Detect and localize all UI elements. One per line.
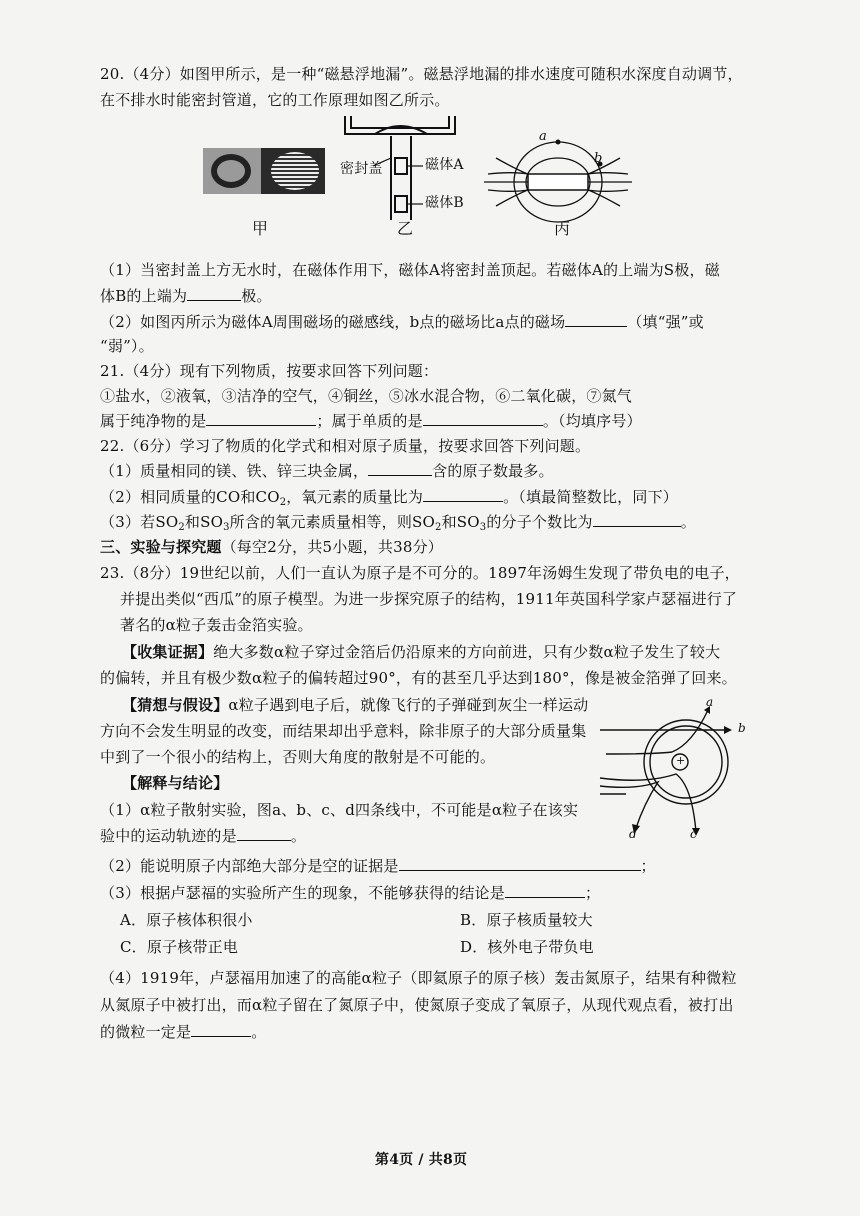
subscript: 2 (279, 497, 287, 508)
hypothesis-tag: 【猜想与假设】 (122, 696, 229, 714)
q23-part1-suffix: 。 (290, 827, 307, 845)
option-b[interactable]: B．原子核质量较大 (460, 911, 593, 929)
q22-part3-suffix: 。 (680, 513, 696, 531)
q23-evidence-line1 (122, 642, 720, 663)
q22-part1-suffix: 含的原子数最多。 (432, 462, 554, 480)
q23-hypothesis-line2: 方向不会发生明显的改变，而结果却出乎意料，除非原子的大部分质量集 (100, 722, 587, 740)
answer-blank-q23-4[interactable] (191, 1022, 251, 1037)
section-heading (100, 537, 443, 558)
q23-part2-text: （2）能说明原子内部绝大部分是空的证据是 (100, 857, 399, 875)
label-magnet-a: 磁体A (425, 157, 464, 173)
q23-part4-line2: 从氮原子中被打出，而α粒子留在了氮原子中，使氮原子变成了氧原子，从现代观点看，被打出 (100, 996, 734, 1014)
q22-part3-text: 和SO (441, 513, 480, 531)
section-note: （每空2分，共5小题，共38分） (221, 538, 443, 556)
q23-line1: 23.（8分）19世纪以前，人们一直认为原子是不可分的。1897年汤姆生发现了带负电的电子， (100, 564, 740, 582)
subscript: 3 (223, 522, 230, 533)
field-point-a: a (539, 129, 547, 144)
q22-part2-text: （2）相同质量的CO和CO (100, 488, 280, 506)
answer-blank-q21-1[interactable] (206, 411, 316, 426)
q21-element-label: ；属于单质的是 (316, 412, 423, 430)
q22-part3-text: （3）若SO (100, 513, 179, 531)
q23-part4-line3 (100, 1022, 266, 1043)
trajectory-label-c: c (690, 827, 697, 841)
q20-part2-text: （2）如图丙所示为磁体A周围磁场的磁感线，b点的磁场比a点的磁场 (100, 313, 566, 331)
label-seal-cover: 密封盖 (340, 161, 383, 177)
trajectory-label-a: a (706, 695, 714, 709)
q22-part3-text: 的分子个数比为 (486, 513, 593, 531)
q23-part2-suffix: ； (640, 857, 656, 875)
q22-part3-text: 所含的氧元素质量相等，则SO (229, 513, 436, 531)
q23-hypothesis-line3: 中到了一个很小的结构上，否则大角度的散射是不可能的。 (100, 748, 496, 766)
answer-blank-q22-1[interactable] (368, 461, 432, 476)
q20-part1-line1: （1）当密封盖上方无水时，在磁体作用下，磁体A将密封盖顶起。若磁体A的上端为S极，磁 (100, 261, 720, 279)
subscript: 2 (435, 522, 442, 533)
q23-part1-line2 (100, 826, 306, 847)
hypothesis-text: α粒子遇到电子后，就像飞行的子弹碰到灰尘一样运动 (228, 696, 589, 714)
q23-hypothesis-line1 (122, 695, 588, 716)
q22-part2-text2: ，氧元素的质量比为 (286, 488, 424, 506)
evidence-text: 绝大多数α粒子穿过金箔后仍沿原来的方向前进，只有少数α粒子发生了较大 (213, 643, 721, 661)
q23-part1-line1: （1）α粒子散射实验，图a、b、c、d四条线中，不可能是α粒子在该实 (100, 801, 579, 819)
caption-bing: 丙 (554, 219, 571, 238)
q22-line1: 22.（6分）学习了物质的化学式和相对原子质量，按要求回答下列问题。 (100, 437, 591, 455)
q22-part3-text: 和SO (184, 513, 224, 531)
q22-part2-suffix: 。（填最简整数比，同下） (503, 488, 678, 506)
q20-part2-suffix: （填“强”或 (627, 313, 704, 331)
q23-line2: 并提出类似“西瓜”的原子模型。为进一步探究原子的结构，1911年英国科学家卢瑟福进行了 (120, 590, 738, 608)
q21-substances: ①盐水，②液氧，③洁净的空气，④铜丝，⑤冰水混合物，⑥二氧化碳，⑦氮气 (100, 387, 633, 405)
q22-part1 (100, 461, 554, 482)
trajectory-label-d: d (629, 827, 637, 841)
q21-line3 (100, 411, 642, 432)
option-a[interactable]: A．原子核体积很小 (120, 911, 253, 929)
option-c[interactable]: C．原子核带正电 (120, 938, 239, 956)
q21-suffix: 。（均填序号） (542, 412, 642, 430)
q23-part2 (100, 856, 656, 877)
option-d[interactable]: D．核外电子带负电 (460, 938, 594, 956)
answer-blank-q23-1[interactable] (237, 826, 291, 841)
trajectory-label-b: b (738, 721, 746, 735)
conclusion-tag: 【解释与结论】 (122, 774, 229, 792)
subscript: 2 (178, 522, 185, 533)
answer-blank-q20-2[interactable] (565, 312, 627, 327)
evidence-tag: 【收集证据】 (122, 643, 214, 661)
answer-blank-q23-2[interactable] (399, 856, 641, 871)
q23-part1-text: 验中的运动轨迹的是 (100, 827, 237, 845)
caption-jia: 甲 (252, 219, 269, 238)
q23-part4-text: 的微粒一定是 (100, 1023, 192, 1041)
answer-blank-q20-1[interactable] (187, 286, 241, 301)
q23-part3-text: （3）根据卢瑟福的实验所产生的现象，不能够获得的结论是 (100, 884, 505, 902)
q23-part4-line1: （4）1919年，卢瑟福用加速了的高能α粒子（即氦原子的原子核）轰击氮原子，结果有种微粒 (100, 969, 737, 987)
page-number: 第4页 / 共8页 (375, 1152, 468, 1168)
q23-evidence-line2: 的偏转，并且有极少数α粒子的偏转超过90°，有的甚至几乎达到180°，像是被金箔弹了回来。 (100, 669, 737, 687)
q20-part1-text: 体B的上端为 (100, 287, 188, 305)
subscript: 3 (479, 522, 487, 533)
q23-part3 (100, 883, 600, 904)
q20-part2-line1 (100, 312, 704, 333)
field-point-b: b (594, 151, 603, 166)
q22-part2 (100, 487, 678, 510)
section-title: 三、实验与探究题 (100, 538, 222, 556)
q20-part1-suffix: 极。 (241, 287, 272, 305)
figure-alpha-scattering (596, 694, 746, 844)
answer-blank-q23-3[interactable] (505, 883, 585, 898)
caption-yi: 乙 (397, 219, 414, 238)
nucleus-plus-sign: + (676, 754, 686, 767)
q23-part3-suffix: ； (584, 884, 601, 902)
answer-blank-q22-2[interactable] (423, 487, 503, 502)
q20-line1: 20.（4分）如图甲所示，是一种“磁悬浮地漏”。磁悬浮地漏的排水速度可随积水深度自动调节， (100, 65, 743, 83)
q20-part2-line2: “弱”）。 (100, 337, 154, 355)
figure-jia-photo (203, 148, 325, 194)
q22-part3 (100, 512, 696, 535)
q20-line2: 在不排水时能密封管道，它的工作原理如图乙所示。 (100, 91, 450, 109)
answer-blank-q21-2[interactable] (423, 411, 543, 426)
answer-blank-q22-3[interactable] (593, 512, 681, 527)
figure-bing-field-lines (484, 134, 632, 230)
q23-part4-suffix: 。 (251, 1023, 267, 1041)
q20-part1-line2 (100, 286, 272, 307)
q22-part1-text: （1）质量相同的镁、铁、锌三块金属， (100, 462, 369, 480)
q21-pure-label: 属于纯净物的是 (100, 412, 207, 430)
label-magnet-b: 磁体B (425, 195, 464, 211)
q23-line3: 著名的α粒子轰击金箔实验。 (120, 616, 313, 634)
q21-line1: 21.（4分）现有下列物质，按要求回答下列问题： (100, 362, 439, 380)
